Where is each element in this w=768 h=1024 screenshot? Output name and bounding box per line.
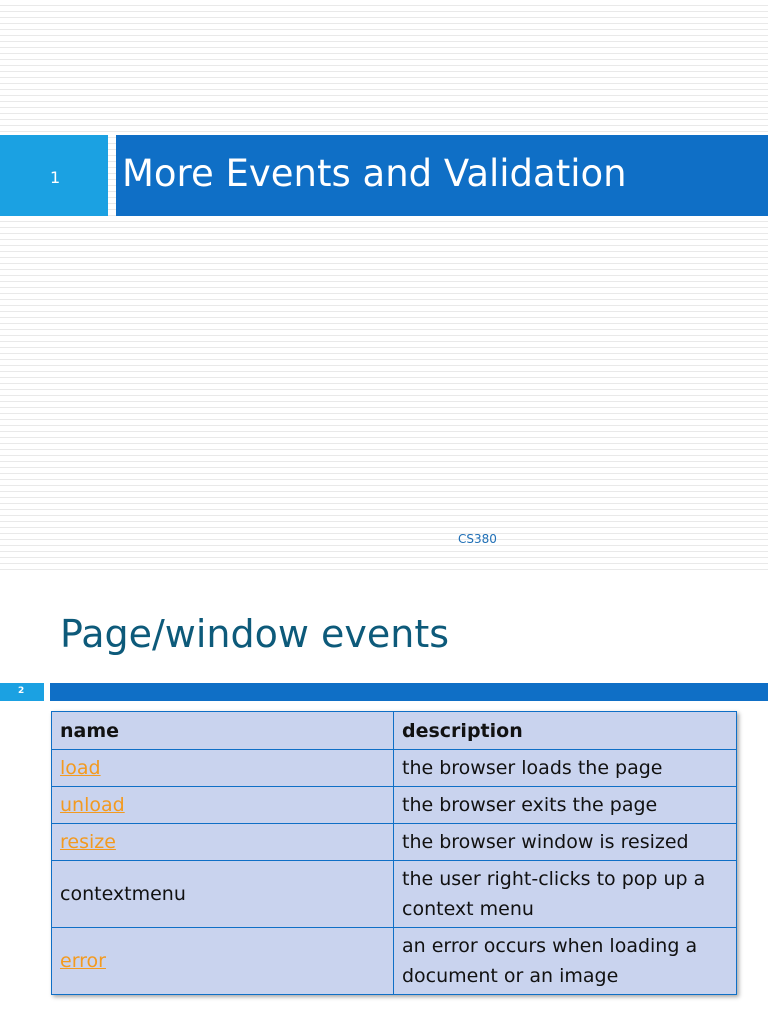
column-header-description: description bbox=[394, 712, 737, 750]
table-row bbox=[52, 787, 737, 824]
slide-number: 1 bbox=[50, 168, 61, 187]
event-link-resize[interactable]: resize bbox=[60, 831, 116, 853]
event-description: an error occurs when loading a document or an image bbox=[394, 928, 737, 995]
table-row bbox=[52, 861, 737, 928]
event-description: the browser exits the page bbox=[394, 787, 737, 824]
event-link-error[interactable]: error bbox=[60, 950, 106, 972]
event-link-unload[interactable]: unload bbox=[60, 794, 125, 816]
table-row bbox=[52, 928, 737, 995]
event-name-cell bbox=[52, 861, 394, 928]
slide-2-title: Page/window events bbox=[60, 612, 450, 656]
table-row bbox=[52, 824, 737, 861]
event-name-contextmenu: contextmenu bbox=[60, 883, 186, 905]
slide-footer: CS380 bbox=[458, 532, 497, 546]
column-header-name: name bbox=[52, 712, 394, 750]
event-description: the browser loads the page bbox=[394, 750, 737, 787]
slide-separator bbox=[0, 572, 768, 586]
slide-2-number: 2 bbox=[18, 686, 25, 696]
events-table bbox=[51, 711, 737, 995]
event-name-cell bbox=[52, 824, 394, 861]
slide-2-accent-bar bbox=[50, 683, 768, 701]
event-description: the browser window is resized bbox=[394, 824, 737, 861]
table-row bbox=[52, 750, 737, 787]
event-name-cell bbox=[52, 928, 394, 995]
slide-title: More Events and Validation bbox=[122, 152, 627, 195]
event-name-cell bbox=[52, 787, 394, 824]
event-link-load[interactable]: load bbox=[60, 757, 101, 779]
table-header-row bbox=[52, 712, 737, 750]
event-name-cell bbox=[52, 750, 394, 787]
event-description: the user right-clicks to pop up a context menu bbox=[394, 861, 737, 928]
